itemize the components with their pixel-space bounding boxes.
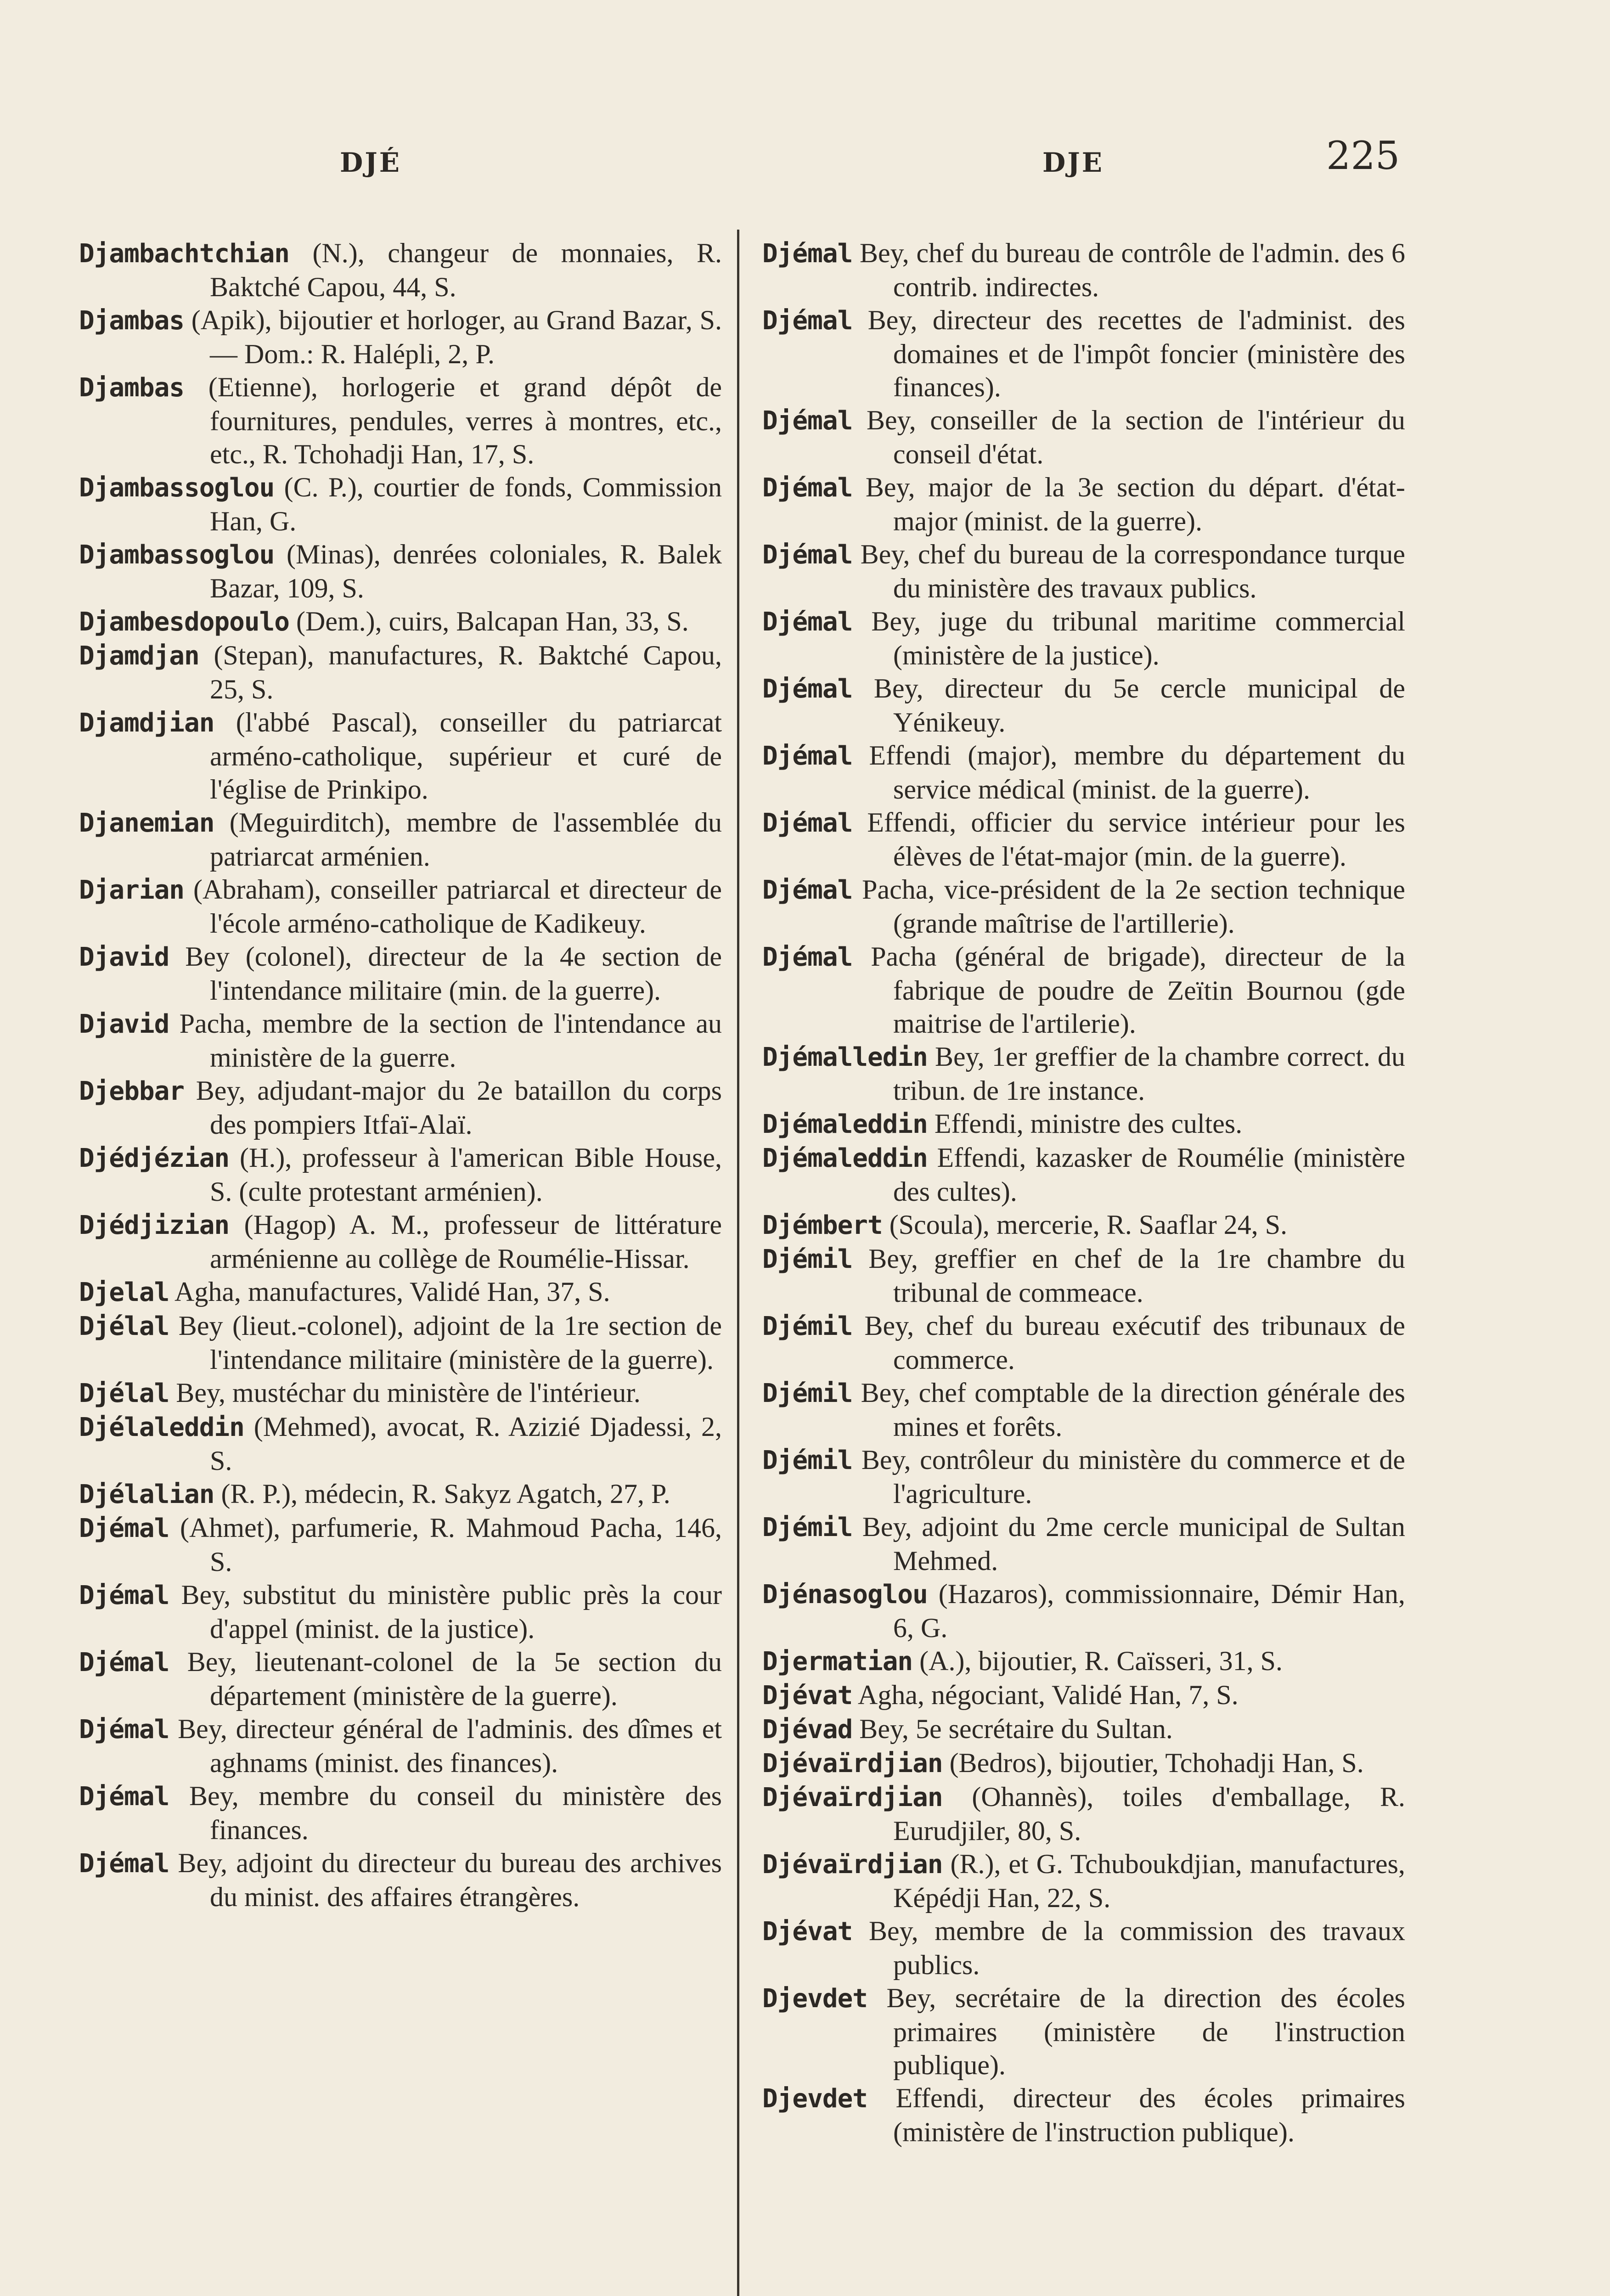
entry-text: Effendi (major), membre du département du service médical (minist. de la guerre). [852,740,1405,805]
entry-name: Djémal [79,1648,169,1677]
entry-name: Djevdet [762,2084,868,2114]
entry-name: Djarian [79,875,185,905]
entry-name: Djanemian [79,808,214,838]
directory-entry [79,1376,722,1410]
entry-name: Djémal [79,1715,169,1745]
directory-entry [762,806,1405,873]
entry-name: Djamdjian [79,708,214,738]
entry-text: Bey, substitut du ministère public près la cour d'appel (minist. de la justice). [169,1580,722,1644]
entry-name: Djambas [79,373,185,403]
directory-entry [762,873,1405,940]
entry-text: Bey, mustéchar du ministère de l'intérieur. [169,1378,641,1408]
entry-name: Djévad [762,1715,853,1745]
entry-name: Djévaïrdjian [762,1749,943,1778]
entry-text: Pacha, membre de la section de l'intendance au ministère de la guerre. [169,1008,722,1073]
directory-entry [79,1712,722,1779]
entry-name: Djévaïrdjian [762,1850,943,1880]
directory-entry [79,940,722,1007]
directory-entry [79,1141,722,1208]
entry-text: Effendi, ministre des cultes. [927,1109,1243,1139]
entry-text: Bey, directeur des recettes de l'administ. des domaines et de l'impôt foncier (ministère des finances). [852,305,1405,402]
entry-text: (Scoula), mercerie, R. Saaflar 24, S. [882,1210,1288,1240]
directory-entry [79,1511,722,1578]
entry-name: Djamdjan [79,641,199,671]
entry-name: Djémil [762,1446,853,1475]
directory-entry [762,1309,1405,1376]
directory-entry [79,371,722,471]
entry-text: Pacha, vice-président de la 2e section technique (grande maîtrise de l'artillerie). [852,874,1405,939]
entry-text: Bey, membre du conseil du ministère des finances. [169,1781,722,1845]
running-header-center: DJE [1042,147,1104,178]
directory-entry [79,236,722,304]
entry-name: Djévat [762,1681,853,1711]
directory-entry [762,1141,1405,1208]
directory-entry [762,1780,1405,1847]
entry-name: Djebbar [79,1076,185,1106]
directory-entry [79,1779,722,1846]
directory-entry [79,639,722,706]
entry-text: Bey, adjoint du 2me cercle municipal de Sultan Mehmed. [852,1512,1405,1576]
entry-text: Bey, chef comptable de la direction générale des mines et forêts. [852,1378,1405,1442]
entry-text: Bey, greffier en chef de la 1re chambre du tribunal de commeace. [852,1244,1405,1308]
directory-entry [79,706,722,806]
entry-text: Bey, 5e secrétaire du Sultan. [852,1714,1173,1744]
entry-name: Djémal [762,406,853,436]
entry-text: (Apik), bijoutier et horloger, au Grand Bazar, S. — Dom.: R. Halépli, 2, P. [184,305,722,369]
directory-entry [79,1007,722,1074]
entry-text: Bey, directeur général de l'adminis. des dîmes et aghnams (minist. des finances). [169,1714,722,1778]
directory-entry [762,1376,1405,1443]
entry-name: Djermatian [762,1647,913,1677]
entry-text: Bey, chef du bureau de contrôle de l'admin. des 6 contrib. indirectes. [852,238,1405,302]
entry-text: (Stepan), manufactures, R. Baktché Capou, 25, S. [199,640,722,704]
entry-name: Djénasoglou [762,1580,928,1609]
entry-name: Djavid [79,1009,169,1039]
entry-name: Djémal [762,875,853,905]
directory-entry [762,1644,1405,1678]
directory-entry [762,940,1405,1040]
entry-text: Effendi, kazasker de Roumélie (ministère des cultes). [893,1142,1405,1207]
entry-name: Djélalian [79,1480,214,1509]
entry-text: (Meguirditch), membre de l'assemblée du patriarcat arménien. [210,807,722,872]
directory-entry [762,672,1405,739]
entry-name: Djémal [762,808,853,838]
entry-name: Djémal [762,741,853,771]
entry-text: Bey (colonel), directeur de la 4e section de l'intendance militaire (min. de la guerre). [169,941,722,1006]
entry-text: Bey, adjudant-major du 2e bataillon du corps des pompiers Itfaï-Alaï. [184,1075,722,1140]
entry-name: Djelal [79,1277,169,1307]
entry-name: Djémaleddin [762,1143,928,1173]
entry-name: Djémalledin [762,1042,928,1072]
directory-entry [762,1914,1405,1981]
entry-name: Djélal [79,1379,169,1408]
directory-entry [79,873,722,940]
page-number: 225 [1326,133,1400,178]
entry-name: Djélaleddin [79,1412,244,1442]
entry-text: Bey, major de la 3e section du départ. d'état-major (minist. de la guerre). [852,472,1405,536]
entry-name: Djémal [762,540,853,570]
entry-text: (Ahmet), parfumerie, R. Mahmoud Pacha, 146, S. [169,1513,722,1577]
directory-entry [762,1678,1405,1712]
entry-text: (Etienne), horlogerie et grand dépôt de fournitures, pendules, verres à montres, etc., etc., R. Tchohadji Han, 17, S. [184,372,722,469]
directory-entry [79,1578,722,1645]
directory-entry [79,538,722,605]
directory-entry [762,739,1405,806]
entry-text: Bey, conseiller de la section de l'intérieur du conseil d'état. [852,405,1405,469]
entry-text: Bey, lieutenant-colonel de la 5e section du département (ministère de la guerre). [169,1647,722,1711]
entry-text: (Hazaros), commissionnaire, Démir Han, 6, G. [893,1579,1405,1643]
directory-entry [79,1275,722,1309]
entry-text: (Bedros), bijoutier, Tchohadji Han, S. [942,1748,1364,1778]
directory-entry [79,605,722,639]
entry-text: (R. P.), médecin, R. Sakyz Agatch, 27, P. [214,1479,670,1509]
entry-name: Djémal [79,1581,169,1610]
entry-text: (Hagop) A. M., professeur de littérature arménienne au collège de Roumélie-Hissar. [210,1210,722,1274]
entry-name: Djémil [762,1513,853,1542]
directory-entry [762,471,1405,538]
entry-text: Agha, négociant, Validé Han, 7, S. [852,1680,1238,1710]
entry-name: Djavid [79,942,169,972]
entry-text: Bey, contrôleur du ministère du commerce et de l'agriculture. [852,1445,1405,1509]
directory-entry [762,1746,1405,1780]
entry-name: Djévat [762,1917,853,1947]
entry-text: (Minas), denrées coloniales, R. Balek Bazar, 109, S. [210,539,722,603]
entry-name: Djémil [762,1244,853,1274]
entry-name: Djémal [762,942,853,972]
directory-entry [79,1208,722,1275]
directory-entry [762,1577,1405,1644]
entry-name: Djélal [79,1311,169,1341]
entry-name: Djémbert [762,1210,883,1240]
entry-text: Effendi, officier du service intérieur pour les élèves de l'état-major (min. de la guerre). [852,807,1405,872]
entry-name: Djambassoglou [79,473,275,503]
entry-name: Djédjizian [79,1210,230,1240]
entry-text: (R.), et G. Tchuboukdjian, manufactures, Képédji Han, 22, S. [893,1849,1405,1913]
entry-text: (Dem.), cuirs, Balcapan Han, 33, S. [289,606,689,636]
directory-entry [79,1410,722,1477]
entry-text: (N.), changeur de monnaies, R. Baktché Capou, 44, S. [210,238,722,302]
entry-text: Effendi, directeur des écoles primaires (ministère de l'instruction publique). [867,2083,1405,2147]
directory-entry [762,1208,1405,1242]
entry-text: Agha, manufactures, Validé Han, 37, S. [169,1277,610,1307]
directory-entry [762,1443,1405,1510]
directory-entry [79,1645,722,1712]
entry-name: Djevdet [762,1984,868,2014]
directory-entry [762,304,1405,404]
directory-entry [79,1477,722,1511]
entry-text: Bey (lieut.-colonel), adjoint de la 1re section de l'intendance militaire (ministère de la guerre). [169,1311,722,1375]
entry-text: (Ohannès), toiles d'emballage, R. Eurudjiler, 80, S. [893,1782,1405,1846]
entry-name: Djémal [762,473,853,503]
entry-text: Pacha (général de brigade), directeur de la fabrique de poudre de Zeïtin Bournou (gde maitrise de l'artilerie). [852,941,1405,1039]
entry-name: Djévaïrdjian [762,1783,943,1812]
directory-entry [762,538,1405,605]
directory-entry [762,1107,1405,1141]
entry-text: Bey, directeur du 5e cercle municipal de Yénikeuy. [852,673,1405,737]
entry-name: Djambas [79,306,185,336]
entry-text: Bey, 1er greffier de la chambre correct. du tribun. de 1re instance. [893,1041,1405,1106]
entry-text: (Mehmed), avocat, R. Azizié Djadessi, 2, S. [210,1412,722,1476]
directory-entry [762,1712,1405,1746]
right-column [762,236,1405,2149]
entry-text: Bey, adjoint du directeur du bureau des archives du minist. des affaires étrangères. [169,1848,722,1912]
directory-entry [79,1074,722,1141]
directory-entry [79,806,722,873]
entry-name: Djambassoglou [79,540,275,570]
entry-name: Djémil [762,1379,853,1408]
entry-text: (C. P.), courtier de fonds, Commission Han, G. [210,472,722,536]
entry-name: Djémal [762,239,853,269]
entry-name: Djémal [762,306,853,336]
directory-entry [79,471,722,538]
entry-text: Bey, membre de la commission des travaux publics. [852,1916,1405,1980]
directory-entry [762,1847,1405,1914]
directory-entry [762,1040,1405,1107]
directory-entry [762,1981,1405,2082]
directory-entry [762,2082,1405,2149]
left-column [79,236,722,1913]
entry-text: (H.), professeur à l'american Bible House, S. (culte protestant arménien). [210,1142,722,1207]
entry-text: Bey, juge du tribunal maritime commercial (ministère de la justice). [852,606,1405,670]
entry-text: Bey, chef du bureau exécutif des tribunaux de commerce. [852,1311,1405,1375]
directory-entry [79,1846,722,1913]
entry-name: Djémal [79,1849,169,1879]
entry-name: Djémal [762,607,853,637]
directory-entry [762,1242,1405,1309]
directory-entry [762,236,1405,304]
entry-name: Djambachtchian [79,239,290,269]
entry-name: Djémil [762,1311,853,1341]
entry-name: Djambesdopoulo [79,607,290,637]
entry-text: (A.), bijoutier, R. Caïsseri, 31, S. [912,1646,1283,1676]
entry-text: (l'abbé Pascal), conseiller du patriarcat arméno-catholique, supérieur et curé de l'église de Prinkipo. [210,707,722,805]
entry-text: Bey, chef du bureau de la correspondance turque du ministère des travaux publics. [852,539,1405,603]
entry-name: Djémal [79,1782,169,1812]
directory-entry [762,1510,1405,1577]
directory-entry [79,304,722,371]
entry-name: Djémaleddin [762,1109,928,1139]
entry-text: Bey, secrétaire de la direction des écoles primaires (ministère de l'instruction publique). [867,1983,1405,2080]
entry-name: Djémal [79,1514,169,1543]
entry-text: (Abraham), conseiller patriarcal et directeur de l'école arméno-catholique de Kadikeuy. [184,874,722,939]
directory-entry [762,605,1405,672]
entry-name: Djémal [762,674,853,704]
directory-entry [762,404,1405,471]
entry-name: Djédjézian [79,1143,230,1173]
running-header-left: DJÉ [340,147,401,178]
directory-entry [79,1309,722,1376]
column-divider [737,230,739,2296]
